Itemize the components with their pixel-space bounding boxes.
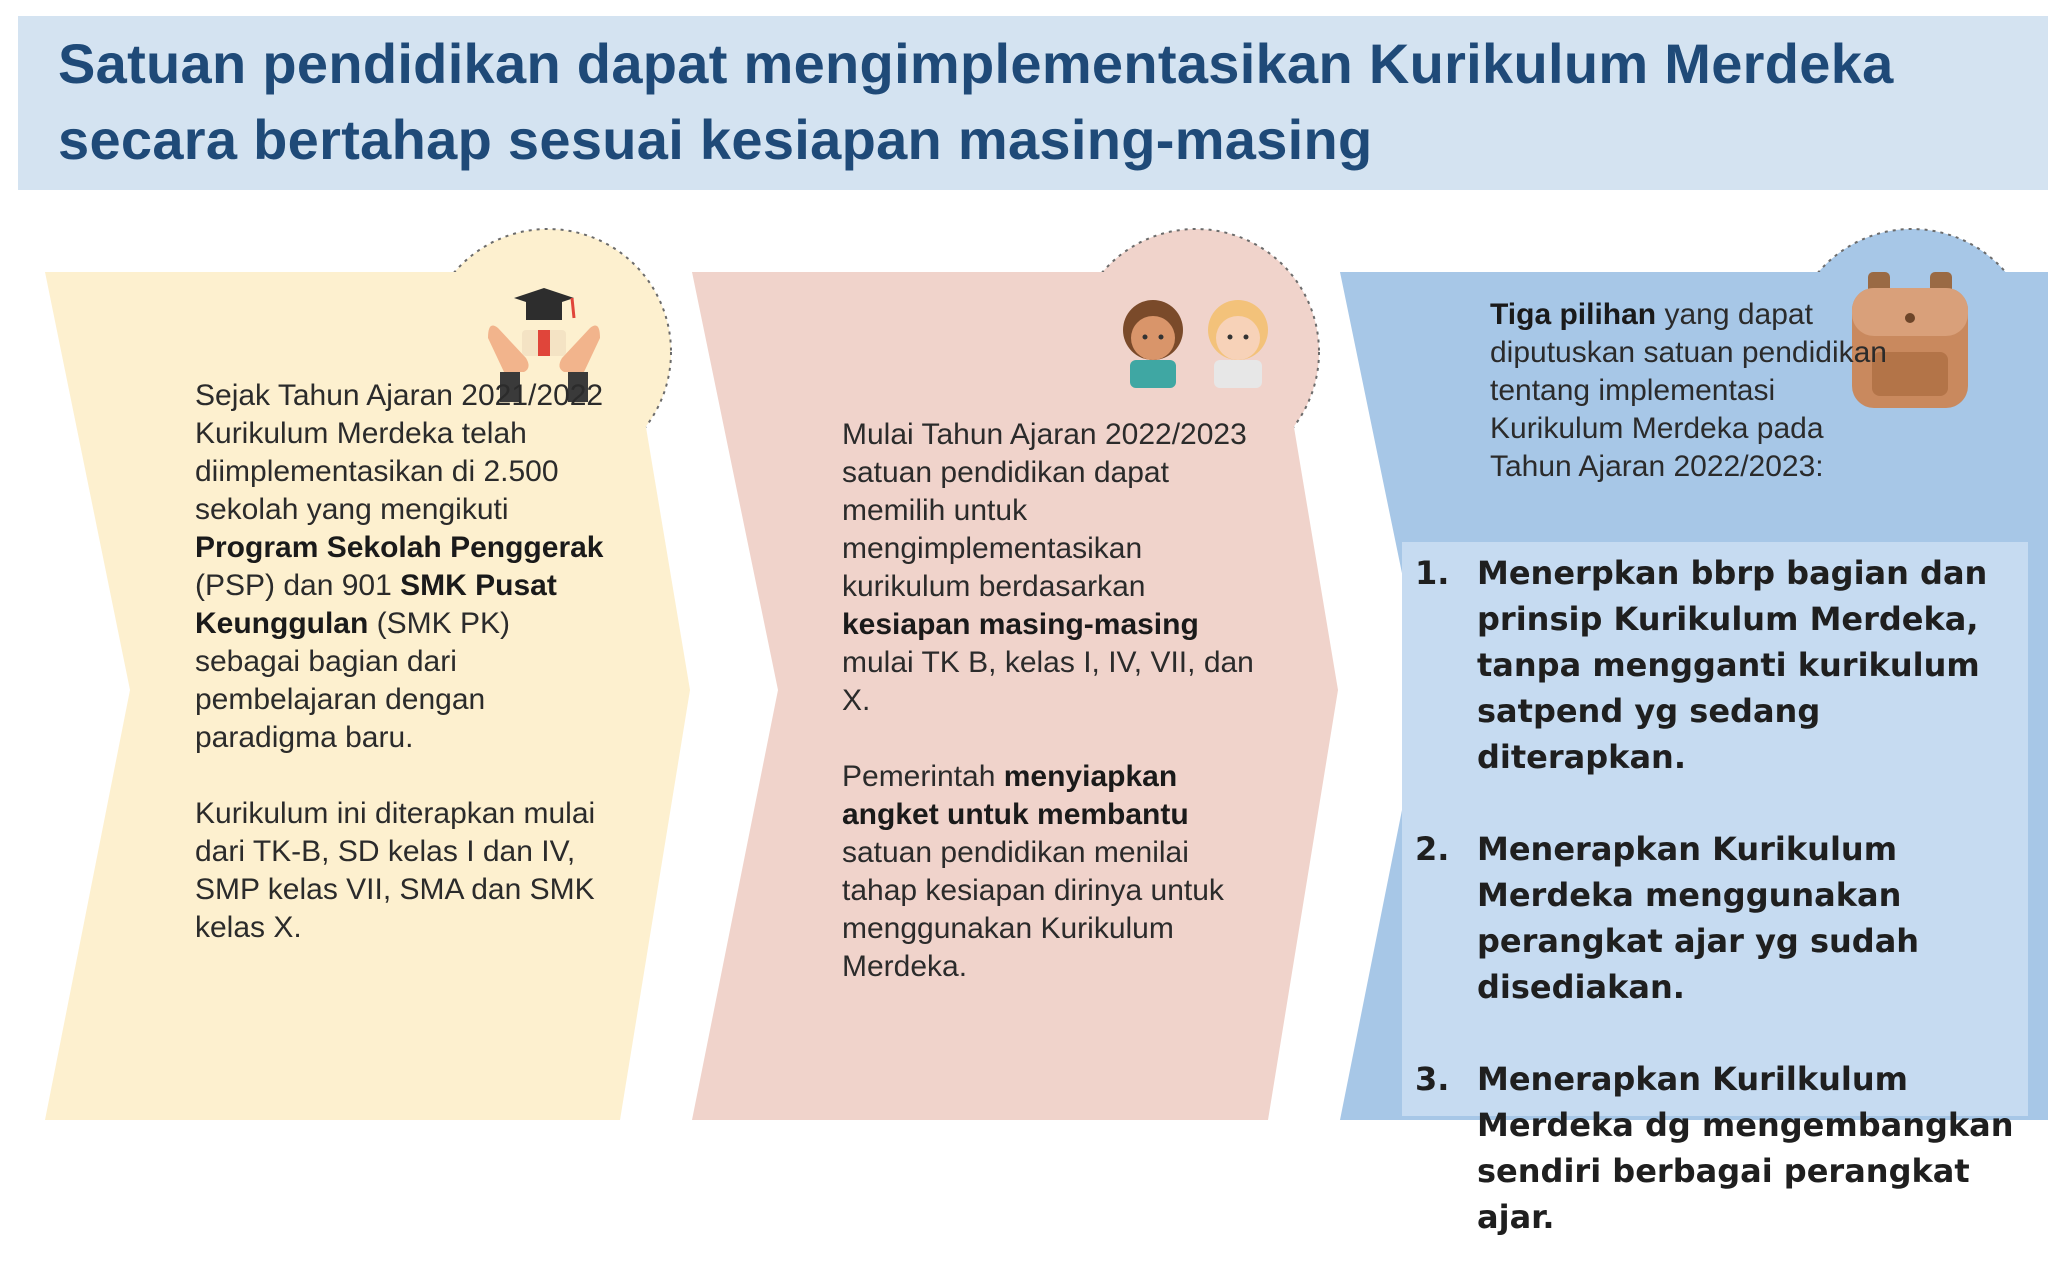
option-number: 1. <box>1415 554 1450 592</box>
panel-2-intro: Mulai Tahun Ajaran 2022/2023 satuan pendidikan dapat memilih untuk mengimplementasikan kurikulum berdasarkan <box>842 418 1247 603</box>
panel-2-text <box>842 416 1272 986</box>
panel-1-text <box>195 377 615 947</box>
panel-1-end: (SMK PK) sebagai bagian dari pembelajaran dengan paradigma baru. <box>195 607 511 754</box>
list-item <box>1415 826 2035 1010</box>
page-title-line-2: secara bertahap sesuai kesiapan masing-masing <box>58 108 1373 171</box>
option-number: 2. <box>1415 830 1450 868</box>
panel-1-paragraph-1 <box>195 377 615 757</box>
panel-1-bold-smk: SMK Pusat Keunggulan <box>195 569 557 640</box>
panel-1-bold-psp: Program Sekolah Penggerak <box>195 531 604 564</box>
panel-2-end: mulai TK B, kelas I, IV, VII, dan X. <box>842 646 1254 717</box>
panel-2-paragraph-2 <box>842 758 1272 986</box>
list-item <box>1415 550 2035 780</box>
panel-3-bold-tiga-pilihan: Tiga pilihan <box>1490 298 1657 331</box>
option-number: 3. <box>1415 1060 1450 1098</box>
panel-2-p2-intro: Pemerintah <box>842 760 1004 793</box>
page-title-line-1: Satuan pendidikan dapat mengimplementasikan Kurikulum Merdeka <box>58 32 1894 95</box>
option-text: Menerapkan Kurikulum Merdeka menggunakan perangkat ajar yg sudah disediakan. <box>1477 830 1920 1006</box>
panel-2-bold-kesiapan: kesiapan masing-masing <box>842 608 1199 641</box>
panel-2-bold-angket: menyiapkan angket untuk membantu <box>842 760 1189 831</box>
panel-2-p2-end: satuan pendidikan menilai tahap kesiapan dirinya untuk menggunakan Kurikulum Merdeka. <box>842 836 1224 983</box>
list-item <box>1415 1056 2035 1240</box>
panel-3-text <box>1490 296 1910 486</box>
option-text: Menerpkan bbrp bagian dan prinsip Kurikulum Merdeka, tanpa mengganti kurikulum satpend yg sedang diterapkan. <box>1477 554 1988 776</box>
panel-1-mid: (PSP) dan 901 <box>195 569 401 602</box>
panel-1-intro: Sejak Tahun Ajaran 2021/2022 Kurikulum Merdeka telah diimplementasikan di 2.500 sekolah yang mengikuti <box>195 379 604 526</box>
panel-3-intro <box>1490 296 1910 486</box>
options-list <box>1415 550 2035 1286</box>
option-text: Menerapkan Kurilkulum Merdeka dg mengembangkan sendiri berbagai perangkat ajar. <box>1477 1060 2014 1236</box>
panel-2-paragraph-1 <box>842 416 1272 720</box>
panel-1-paragraph-2: Kurikulum ini diterapkan mulai dari TK-B, SD kelas I dan IV, SMP kelas VII, SMA dan SMK kelas X. <box>195 797 596 944</box>
panel-3-intro-rest: yang dapat diputuskan satuan pendidikan tentang implementasi Kurikulum Merdeka pada Tahun Ajaran 2022/2023: <box>1490 298 1887 483</box>
